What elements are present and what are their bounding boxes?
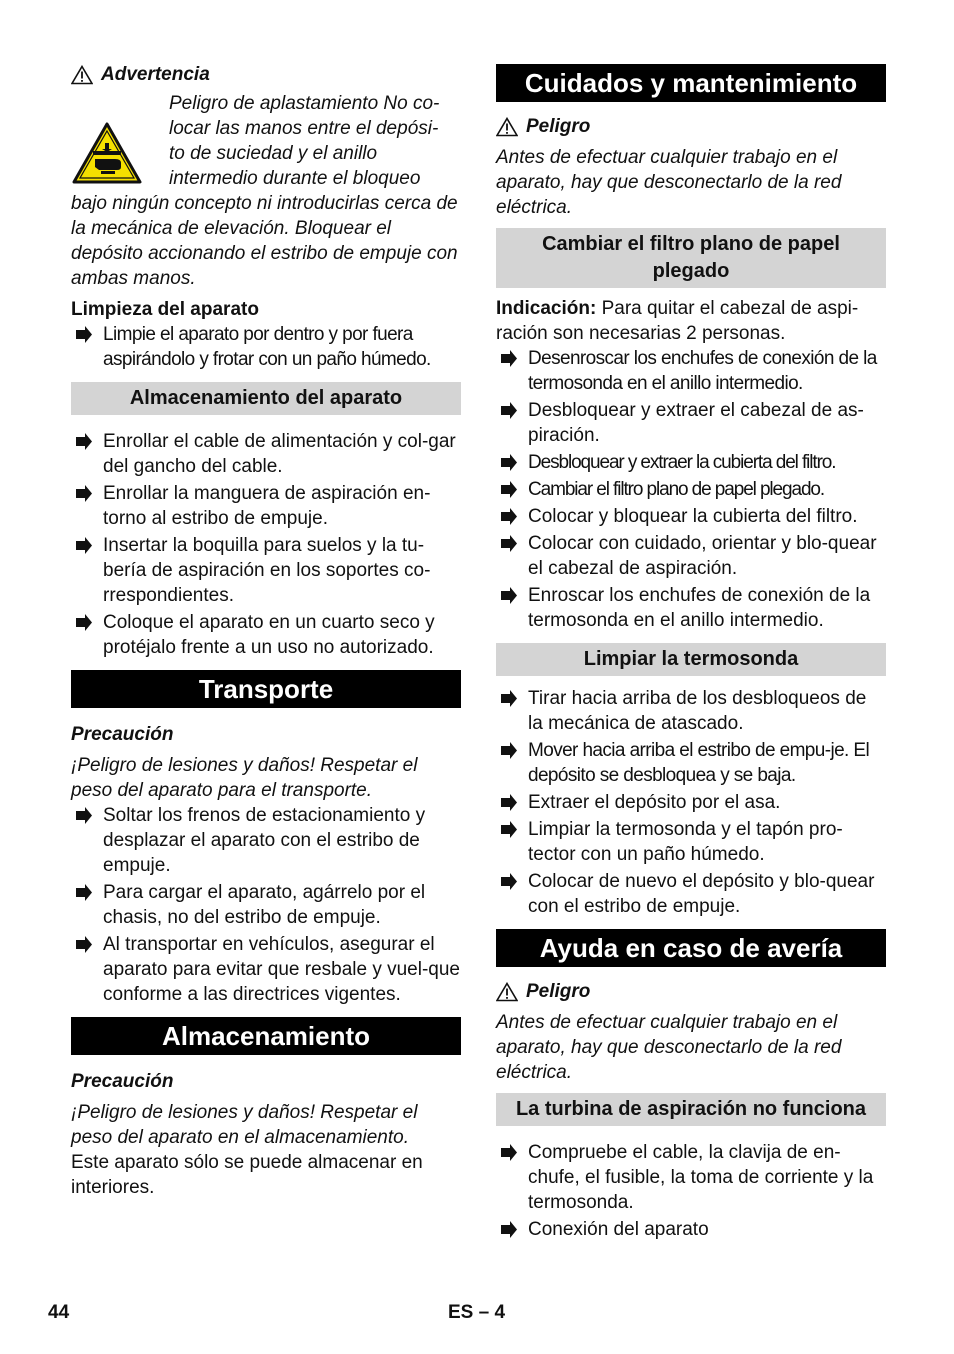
arrow-right-icon [73,533,93,558]
arrow-right-icon [73,880,93,905]
list-item: Soltar los frenos de estacionamiento y desplazar el aparato con el estribo de empuje. [71,803,461,878]
arrow-right-icon [498,1140,518,1165]
filter-list [496,346,886,633]
arrow-right-icon [498,583,518,608]
storage-device-heading: Almacenamiento del aparato [71,382,461,415]
left-column [71,60,461,1200]
list-item: Colocar con cuidado, orientar y blo-quear el cabezal de aspiración. [496,531,886,581]
filter-heading: Cambiar el filtro plano de papel plegado [496,228,886,288]
warning-line-1: Peligro de aplastamiento No co- [169,93,440,114]
arrow-right-icon [73,322,93,347]
arrow-right-icon [73,429,93,454]
filter-note: Indicación: Para quitar el cabezal de aspi-ración son necesarias 2 personas. [496,298,859,344]
transport-list [71,803,461,1007]
warning-heading [71,62,461,87]
arrow-right-icon [73,932,93,957]
arrow-right-icon [498,504,518,529]
warning-triangle-icon [496,117,518,137]
storage-caution-title: Precaución [71,1071,174,1092]
fault-danger-title: Peligro [526,981,591,1002]
arrow-right-icon [498,738,518,763]
warning-line-5: bajo ningún concepto ni introducirlas cerca de la mecánica de elevación. Bloquear el depósito accionando el estribo de empuje con ambas manos. [71,193,458,289]
page-number: 44 [48,1302,70,1323]
warning-triangle-icon [71,65,93,85]
list-item: Extraer el depósito por el asa. [496,790,886,815]
list-item: Limpie el aparato por dentro y por fuera aspirándolo y frotar con un paño húmedo. [71,322,461,372]
care-danger-title: Peligro [526,116,591,137]
transport-caution-text: ¡Peligro de lesiones y daños! Respetar el peso del aparato para el transporte. [71,755,418,801]
probe-list [496,686,886,919]
arrow-right-icon [498,450,518,475]
storage-heading: Almacenamiento [71,1017,461,1055]
arrow-right-icon [498,790,518,815]
warning-line-3: to de suciedad y el anillo [169,143,378,164]
arrow-right-icon [498,398,518,423]
list-item: Desbloquear y extraer el cabezal de as-piración. [496,398,886,448]
list-item: Tirar hacia arriba de los desbloqueos de la mecánica de atascado. [496,686,886,736]
list-item: Enrollar el cable de alimentación y col-gar del gancho del cable. [71,429,461,479]
care-danger-text: Antes de efectuar cualquier trabajo en el aparato, hay que desconectarlo de la red eléctrica. [496,147,842,218]
list-item: Conexión del aparato [496,1217,886,1242]
arrow-right-icon [498,346,518,371]
probe-heading: Limpiar la termosonda [496,643,886,676]
turbine-list [496,1140,886,1242]
right-column [496,64,886,1242]
fault-danger-heading [496,979,886,1004]
page-label: ES – 4 [448,1302,506,1323]
care-heading: Cuidados y mantenimiento [496,64,886,102]
list-item: Desbloquear y extraer la cubierta del filtro. [496,450,886,475]
list-item: Desenroscar los enchufes de conexión de la termosonda en el anillo intermedio. [496,346,886,396]
hazard-figure [71,91,167,191]
list-item: Insertar la boquilla para suelos y la tu-bería de aspiración en los soportes co-rrespondientes. [71,533,461,608]
storage-device-list [71,429,461,660]
warning-block [71,91,461,291]
list-item: Al transportar en vehículos, asegurar el aparato para evitar que resbale y vuel-que conforme a las directrices vigentes. [71,932,461,1007]
fault-danger-text: Antes de efectuar cualquier trabajo en el aparato, hay que desconectarlo de la red eléctrica. [496,1012,842,1083]
care-danger-heading [496,114,886,139]
hand-crush-hazard-icon [71,121,143,185]
warning-title: Advertencia [101,64,210,85]
cleaning-list [71,322,461,372]
list-item: Cambiar el filtro plano de papel plegado. [496,477,886,502]
cleaning-heading: Limpieza del aparato [71,299,259,320]
arrow-right-icon [498,817,518,842]
list-item: Compruebe el cable, la clavija de en-chufe, el fusible, la toma de corriente y la termosonda. [496,1140,886,1215]
arrow-right-icon [498,869,518,894]
warning-line-2: locar las manos entre el depósi- [169,118,439,139]
list-item: Enrollar la manguera de aspiración en-torno al estribo de empuje. [71,481,461,531]
list-item: Limpiar la termosonda y el tapón pro-tector con un paño húmedo. [496,817,886,867]
arrow-right-icon [498,1217,518,1242]
transport-caution-title: Precaución [71,724,174,745]
arrow-right-icon [73,803,93,828]
arrow-right-icon [498,686,518,711]
storage-caution-text: ¡Peligro de lesiones y daños! Respetar el peso del aparato en el almacenamiento. [71,1102,418,1148]
fault-heading: Ayuda en caso de avería [496,929,886,967]
arrow-right-icon [498,477,518,502]
turbine-heading: La turbina de aspiración no funciona [496,1093,886,1126]
list-item: Para cargar el aparato, agárrelo por el chasis, no del estribo de empuje. [71,880,461,930]
arrow-right-icon [73,481,93,506]
warning-line-4: intermedio durante el bloqueo [169,168,421,189]
list-item: Colocar y bloquear la cubierta del filtro. [496,504,886,529]
warning-triangle-icon [496,982,518,1002]
arrow-right-icon [498,531,518,556]
list-item: Mover hacia arriba el estribo de empu-je. El depósito se desbloquea y se baja. [496,738,886,788]
transport-heading: Transporte [71,670,461,708]
arrow-right-icon [73,610,93,635]
list-item: Enroscar los enchufes de conexión de la termosonda en el anillo intermedio. [496,583,886,633]
list-item: Colocar de nuevo el depósito y blo-quear con el estribo de empuje. [496,869,886,919]
list-item: Coloque el aparato en un cuarto seco y protéjalo frente a un uso no autorizado. [71,610,461,660]
storage-text: Este aparato sólo se puede almacenar en interiores. [71,1152,423,1198]
